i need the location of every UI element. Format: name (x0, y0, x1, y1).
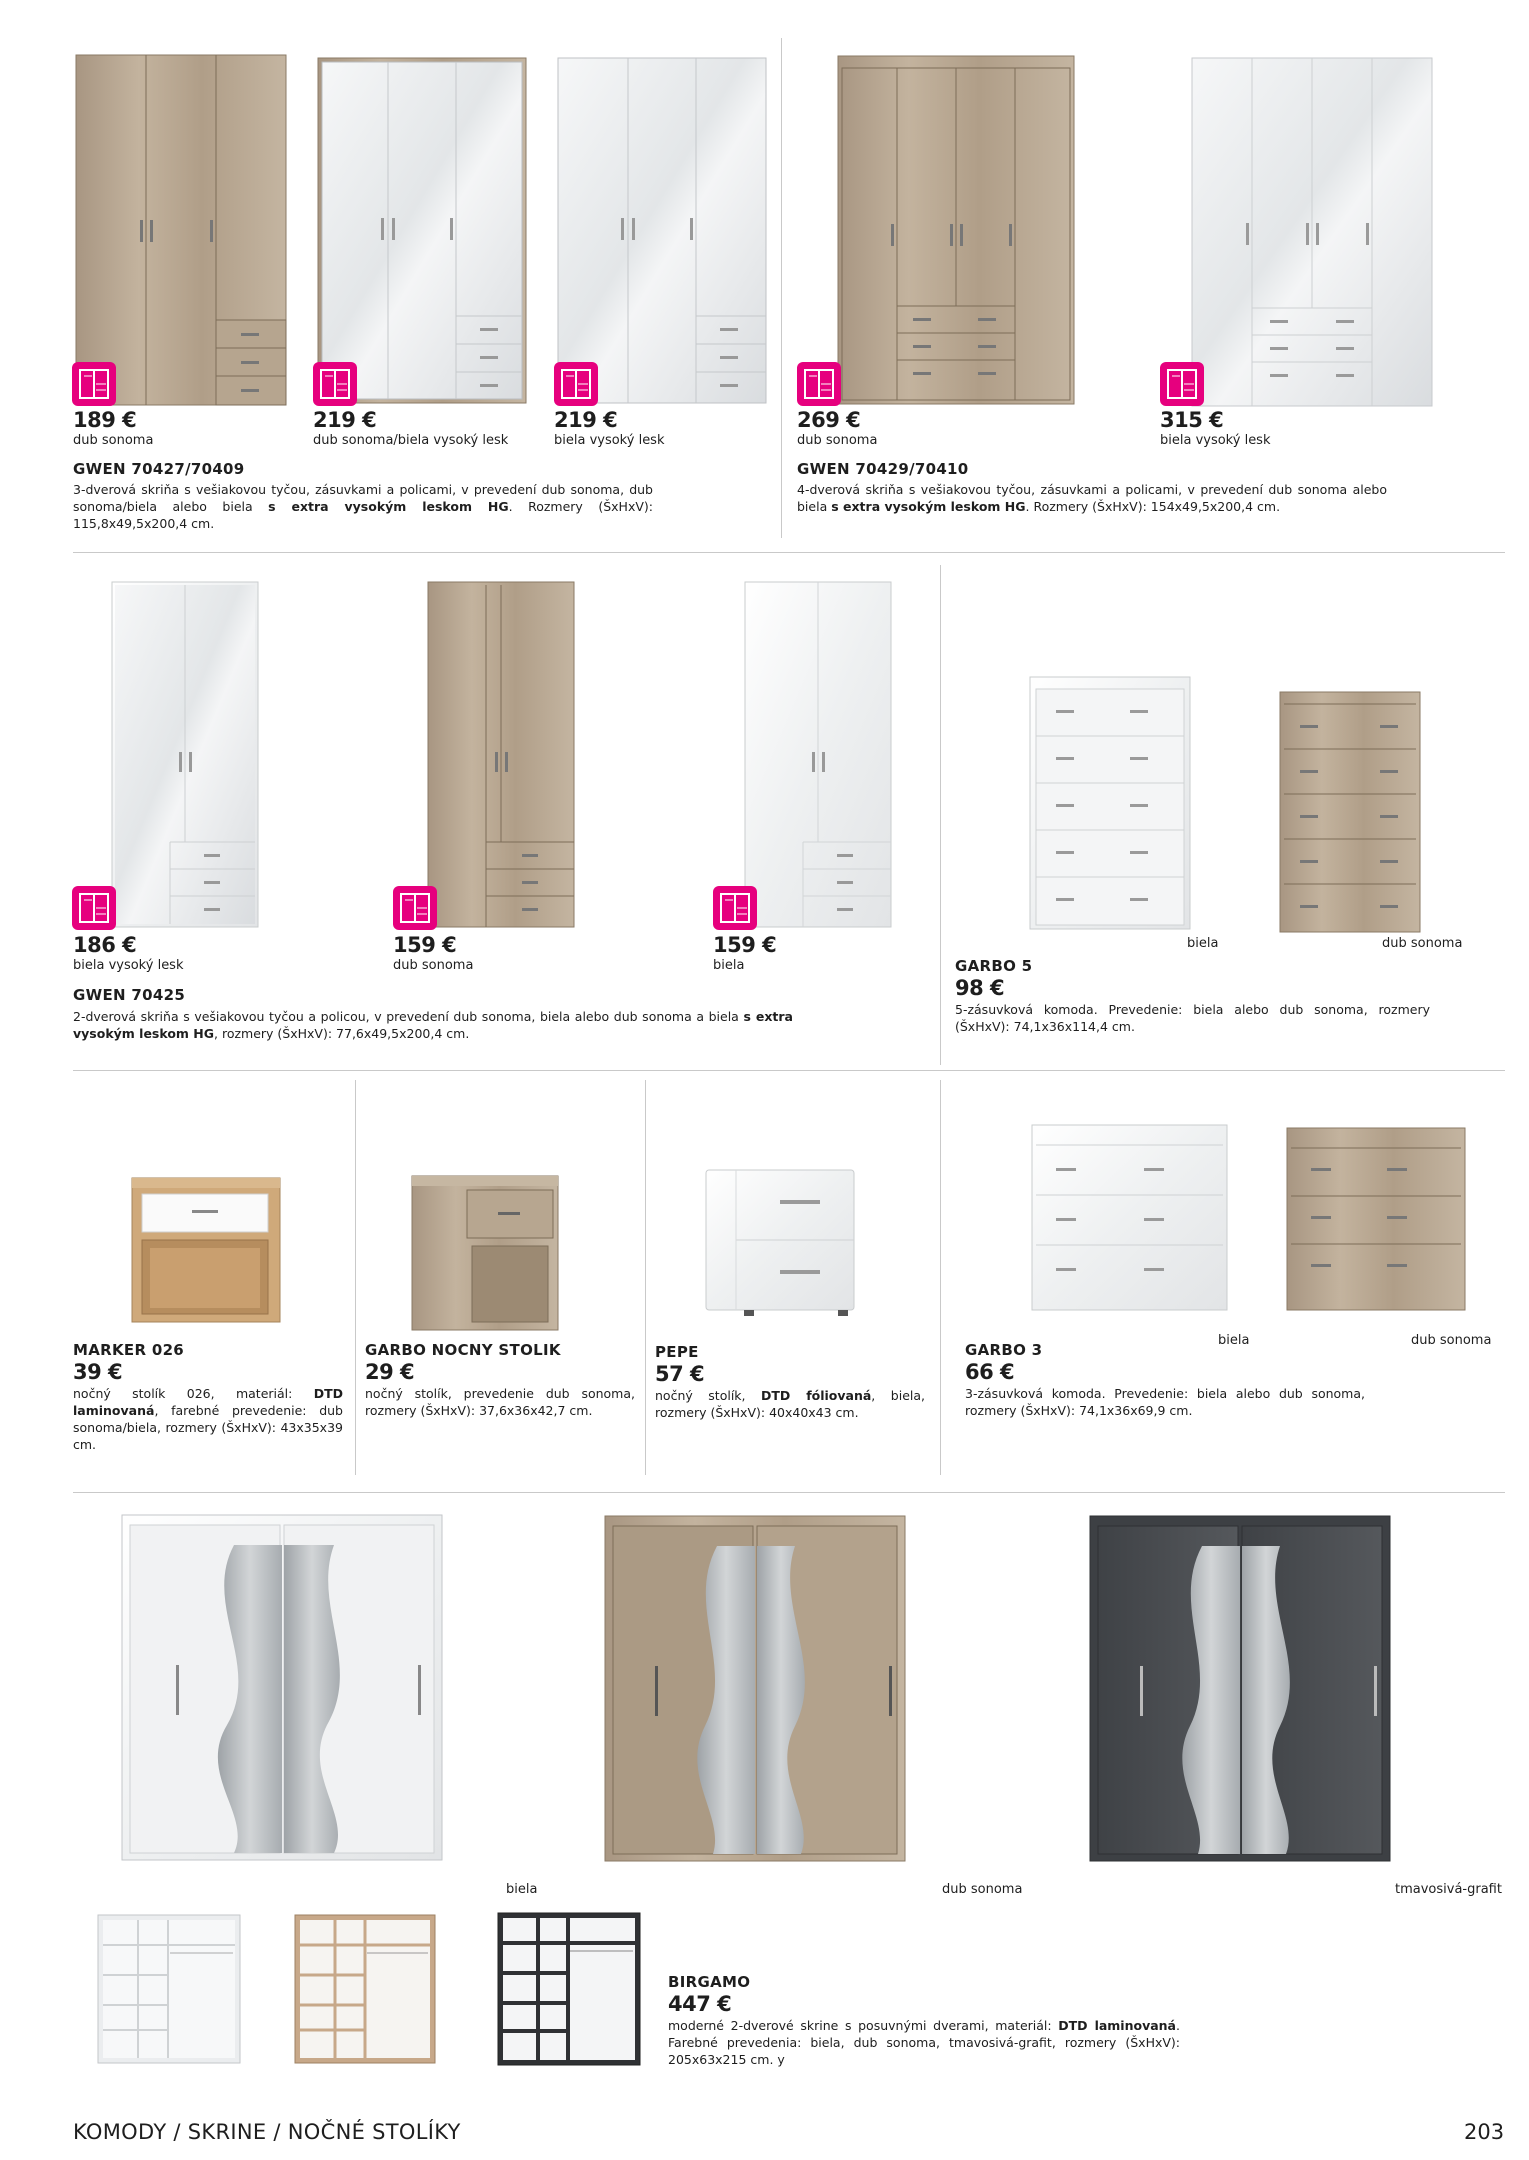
product-description: 3-dverová skriňa s vešiakovou tyčou, zásuvkami a policami, v prevedení dub sonoma, dub sonoma/biela alebo biela s extra vysokým leskom HG. Rozmery (ŠxHxV): 115,8x49,5x200,4 cm. (73, 482, 653, 531)
price: 159 € (393, 933, 457, 957)
nightstand-garbo-image (412, 1176, 558, 1330)
product-title: GWEN 70427/70409 (73, 460, 245, 478)
variant-label-white: biela (1218, 1333, 1250, 1348)
product-title: GWEN 70429/70410 (797, 460, 969, 478)
column-divider (940, 565, 941, 1065)
wardrobe-configurator-icon (1160, 362, 1204, 406)
configurator-badge (313, 362, 357, 406)
configurator-badge (554, 362, 598, 406)
chest-garbo5-oak-image (1280, 692, 1420, 932)
wardrobe-configurator-icon (393, 886, 437, 930)
product-title: MARKER 026 (73, 1341, 185, 1359)
configurator-badge (393, 886, 437, 930)
section-divider (73, 552, 1505, 553)
product-title: GARBO 3 (965, 1341, 1043, 1359)
wardrobe-birgamo-graphite-interior-image (498, 1913, 640, 2065)
footer-section-title: KOMODY / SKRINE / NOČNÉ STOLÍKY (73, 2120, 461, 2144)
wardrobe-gwen2-oak-image (428, 582, 574, 927)
product-description: nočný stolík 026, materiál: DTD laminovaná, farebné prevedenie: dub sonoma/biela, rozmery (ŠxHxV): 43x35x39 cm. (73, 1386, 343, 1452)
variant-label-white: biela (1187, 936, 1219, 951)
configurator-badge (713, 886, 757, 930)
wardrobe-gwen3-oak-white-image (318, 58, 526, 403)
price: 447 € (668, 1992, 732, 2016)
configurator-badge (1160, 362, 1204, 406)
price: 219 € (313, 408, 377, 432)
product-description: 5-zásuvková komoda. Prevedenie: biela alebo dub sonoma, rozmery (ŠxHxV): 74,1x36x114,4 cm. (955, 1002, 1430, 1034)
wardrobe-gwen4-white-image (1192, 58, 1432, 406)
price: 186 € (73, 933, 137, 957)
wardrobe-configurator-icon (72, 362, 116, 406)
product-title: GARBO NOCNY STOLIK (365, 1341, 561, 1359)
wardrobe-configurator-icon (313, 362, 357, 406)
product-description: 3-zásuvková komoda. Prevedenie: biela alebo dub sonoma, rozmery (ŠxHxV): 74,1x36x69,9 cm. (965, 1386, 1365, 1418)
product-description: 2-dverová skriňa s vešiakovou tyčou a policou, v prevedení dub sonoma, biela alebo dub sonoma a biela s extra vysokým leskom HG, rozmery (ŠxHxV): 77,6x49,5x200,4 cm. (73, 1009, 793, 1041)
wardrobe-gwen3-white-image (558, 58, 766, 403)
product-description: 4-dverová skriňa s vešiakovou tyčou, zásuvkami a policami, v prevedení dub sonoma alebo biela s extra vysokým leskom HG. Rozmery (ŠxHxV): 154x49,5x200,4 cm. (797, 482, 1387, 514)
price: 39 € (73, 1360, 123, 1384)
variant-label-oak: dub sonoma (1382, 936, 1463, 951)
wardrobe-gwen3-oak-image (76, 55, 286, 405)
price: 189 € (73, 408, 137, 432)
nightstand-pepe-image (706, 1170, 854, 1318)
variant-label-oak: dub sonoma (942, 1882, 1023, 1897)
column-divider (645, 1080, 646, 1475)
wardrobe-birgamo-graphite-image (1090, 1516, 1390, 1861)
configurator-badge (72, 362, 116, 406)
column-divider (940, 1080, 941, 1475)
finish-label: biela vysoký lesk (554, 433, 665, 448)
finish-label: dub sonoma (393, 958, 474, 973)
wardrobe-gwen2-white-image (745, 582, 891, 927)
finish-label: biela vysoký lesk (73, 958, 184, 973)
wardrobe-birgamo-oak-interior-image (295, 1915, 435, 2063)
price: 159 € (713, 933, 777, 957)
wardrobe-birgamo-white-image (122, 1515, 442, 1860)
wardrobe-gwen2-white-gloss-image (112, 582, 258, 927)
price: 315 € (1160, 408, 1224, 432)
product-description: moderné 2-dverové skrine s posuvnými dverami, materiál: DTD laminovaná. Farebné prevedenia: biela, dub sonoma, tmavosivá-grafit, rozmery (ŠxHxV): 205x63x215 cm. y (668, 2018, 1180, 2067)
finish-label: dub sonoma (797, 433, 878, 448)
nightstand-marker-image (132, 1178, 280, 1322)
variant-label-oak: dub sonoma (1411, 1333, 1492, 1348)
configurator-badge (72, 886, 116, 930)
product-title: GWEN 70425 (73, 986, 186, 1004)
section-divider (73, 1492, 1505, 1493)
finish-label: dub sonoma/biela vysoký lesk (313, 433, 509, 448)
wardrobe-configurator-icon (72, 886, 116, 930)
product-title: PEPE (655, 1343, 699, 1361)
product-title: BIRGAMO (668, 1973, 751, 1991)
wardrobe-gwen4-oak-image (838, 56, 1074, 404)
section-divider (73, 1070, 1505, 1071)
variant-label-white: biela (506, 1882, 538, 1897)
wardrobe-birgamo-white-interior-image (98, 1915, 240, 2063)
page-number: 203 (1464, 2120, 1505, 2144)
finish-label: dub sonoma (73, 433, 154, 448)
configurator-badge (797, 362, 841, 406)
chest-garbo3-white-image (1032, 1125, 1227, 1310)
chest-garbo5-white-image (1030, 677, 1190, 929)
variant-label-graphite: tmavosivá-grafit (1395, 1882, 1502, 1897)
wardrobe-birgamo-oak-image (605, 1516, 905, 1861)
price: 29 € (365, 1360, 415, 1384)
finish-label: biela (713, 958, 745, 973)
price: 57 € (655, 1362, 705, 1386)
wardrobe-configurator-icon (554, 362, 598, 406)
price: 98 € (955, 976, 1005, 1000)
price: 219 € (554, 408, 618, 432)
chest-garbo3-oak-image (1287, 1128, 1465, 1310)
column-divider (355, 1080, 356, 1475)
column-divider (781, 38, 782, 538)
product-description: nočný stolík, DTD fóliovaná, biela, rozmery (ŠxHxV): 40x40x43 cm. (655, 1388, 925, 1420)
price: 66 € (965, 1360, 1015, 1384)
wardrobe-configurator-icon (713, 886, 757, 930)
wardrobe-configurator-icon (797, 362, 841, 406)
product-description: nočný stolík, prevedenie dub sonoma, rozmery (ŠxHxV): 37,6x36x42,7 cm. (365, 1386, 635, 1418)
price: 269 € (797, 408, 861, 432)
finish-label: biela vysoký lesk (1160, 433, 1271, 448)
product-title: GARBO 5 (955, 957, 1033, 975)
